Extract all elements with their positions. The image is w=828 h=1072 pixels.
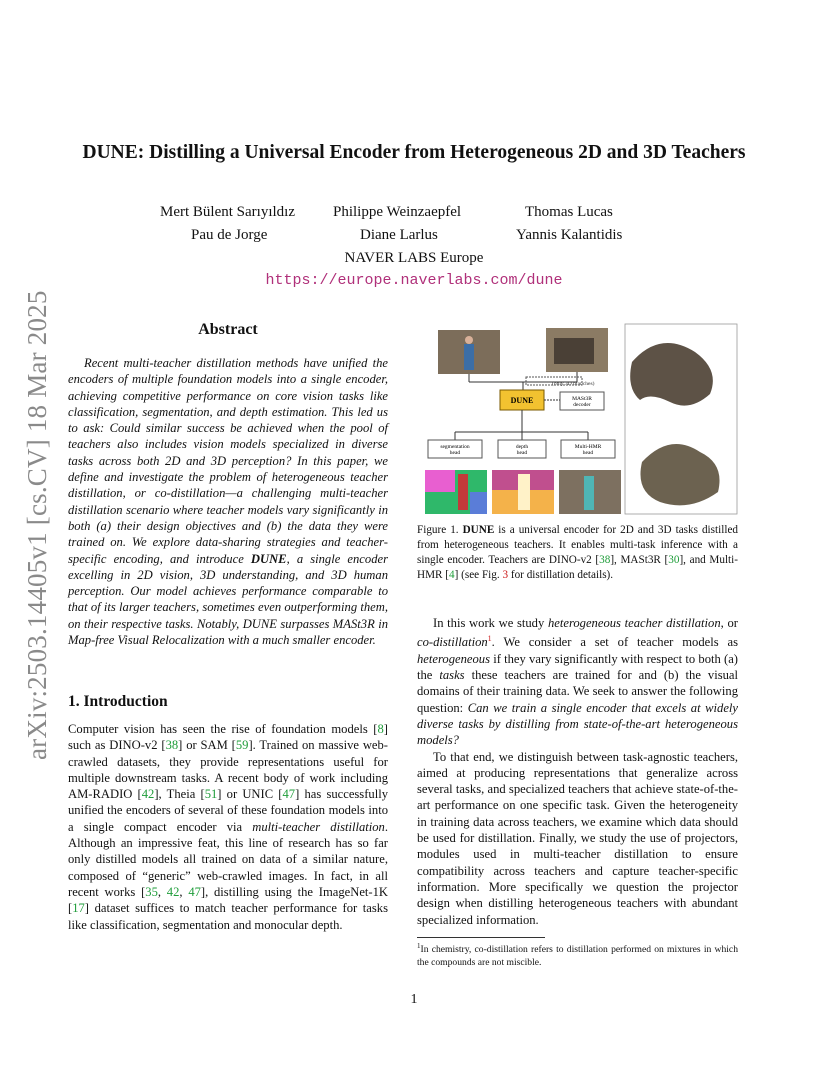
right-paragraph-1: In this work we study heterogeneous teacher distillation, or co-distillation$^1$. We consider a set of teacher models as heterogeneous if they vary significantly with respect to both (a) the tasks these teachers are trained for and (b) the visual domains of their training data. We seek to answer the following question: Can we train a single encoder that excels at widely diverse tasks by distilling from state-of-the-art heterogeneous models? To that end, we distinguish between task-agnostic teachers, aimed at producing representations that generalize across several tasks, and specialized teachers that achieve state-of-the-art performance on one specific task. Given the heterogeneity in training data across teachers, we examine which data should be used for distillation. Finally, we study the use of projectors, modules used in multi-teacher distillation to ensure compatibility across teachers and capture teacher-specific information. More specifically we question the projector design when distilling heterogeneous teachers with abundant specialized information.: [417, 616, 738, 927]
abstract-heading: Abstract: [198, 321, 258, 338]
footnote: $^1$In chemistry, co-distillation refers to distillation performed on mixtures in which the compounds are not miscible.: [417, 942, 738, 969]
reconstruction-bottom: [640, 444, 719, 505]
depth-head-label: depth head: [515, 444, 529, 456]
reconstruction-top: [630, 343, 713, 406]
segmentation-head-label: segmentation head: [440, 444, 470, 456]
figure-caption: Figure 1. DUNE is a universal encoder for 2D and 3D tasks distilled from heterogeneous teachers. It enables multi-task inference with a single encoder. Teachers are DINO-v2 [38], MASt3R [30], and Multi-HMR [4] (see Fig. 3 for distillation details).: [417, 524, 738, 581]
affiliation: NAVER LABS Europe: [344, 250, 484, 266]
project-url[interactable]: https://europe.naverlabs.com/dune: [265, 272, 563, 289]
intro-paragraph: Computer vision has seen the rise of foundation models [8] such as DINO-v2 [38] or SAM [59]. Trained on massive web-crawled datasets, they provide representations useful for multiple downstream tasks. A recent body of work including AM-RADIO [42], Theia [51] or UNIC [47] has successfully unified the encoders of several of these foundation models into a single compact encoder via multi-teacher distillation. Although an impressive feat, this line of research has so far only distilled models all trained on data of a similar nature, composed of “generic” web-crawled images. In fact, in all recent works [35, 42, 47], distilling using the ImageNet-1K [17] dataset suffices to match teacher performance for tasks like classification, segmentation and monocular depth.: [68, 722, 389, 932]
hmr-head-label: Multi-HMR head: [574, 444, 602, 456]
decoder-label: MASt3R decoder: [572, 396, 592, 408]
dune-label: DUNE: [510, 396, 534, 405]
page-number: 1: [410, 992, 418, 1007]
figure-diagram: [420, 322, 740, 518]
footnote-rule: [417, 937, 545, 938]
author: Yannis Kalantidis: [516, 227, 623, 243]
author: Diane Larlus: [360, 227, 438, 243]
figure-1: [420, 322, 740, 518]
author: Philippe Weinzaepfel: [333, 204, 462, 220]
branch-note: (only 3D branches): [552, 381, 595, 387]
section-heading: 1. Introduction: [68, 693, 168, 710]
author: Pau de Jorge: [191, 227, 268, 243]
abstract-body: Recent multi-teacher distillation methods have unified the encoders of multiple foundation models into a single encoder, achieving competitive performance on core vision tasks like classification, segmentation, and depth estimation. This led us to ask: Could similar success be achieved when the pool of teachers also includes vision models specialized in diverse tasks across both 2D and 3D perception? In this paper, we define and investigate the problem of heterogeneous teacher distillation, or co-distillation—a challenging multi-teacher distillation scenario where teacher models vary significantly in both (a) their design objectives and (b) the data they were trained on. We explore data-sharing strategies and teacher-specific encoding, and introduce DUNE, a single encoder excelling in 2D vision, 3D understanding, and 3D human perception. Our model achieves performance comparable to that of its larger teachers, sometimes even outperforming them, on their respective tasks. Notably, DUNE surpasses MASt3R in Map-free Visual Relocalization with a much smaller encoder.: [68, 356, 388, 648]
right-paragraph-2: To that end, we distinguish between task-agnostic teachers, aimed at producing representations that generalize across several tasks, and specialized teachers that achieve state-of-the-art performance on one specific task. Given the heterogeneity in training data across teachers, we examine which data should be used for distillation. Finally, we study the use of projectors, modules used in multi-teacher distillation to ensure compatibility across teachers and capture teacher-specific information. More specifically we question the projector design when distilling heterogeneous teachers with abundant specialized information.: [417, 749, 738, 927]
author: Thomas Lucas: [525, 204, 613, 220]
paper-title: DUNE: Distilling a Universal Encoder from Heterogeneous 2D and 3D Teachers: [82, 142, 746, 163]
author: Mert Bülent Sarıyıldız: [160, 204, 295, 220]
arxiv-identifier: arXiv:2503.14405v1 [cs.CV] 18 Mar 2025: [22, 290, 52, 760]
